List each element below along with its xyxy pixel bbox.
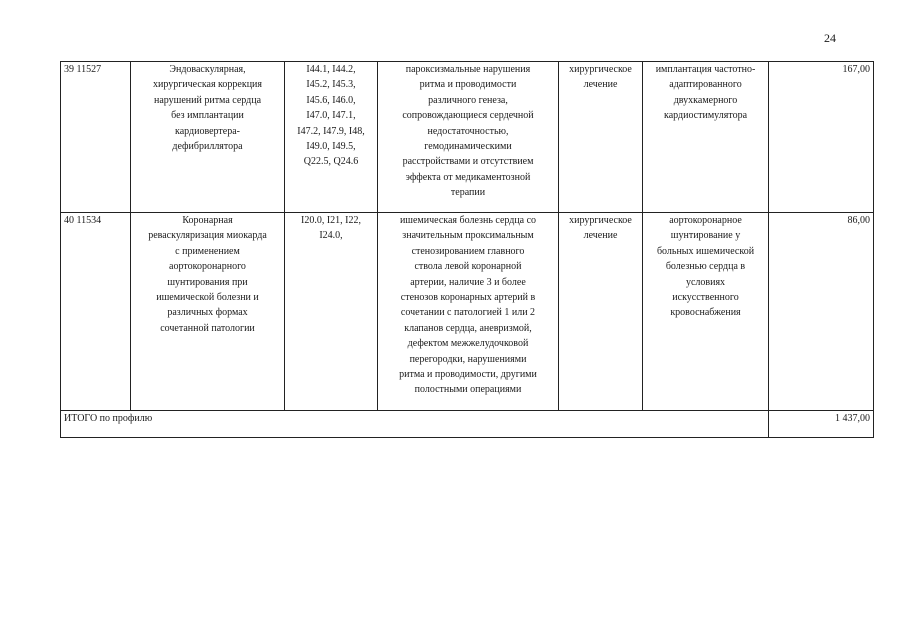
icd-codes: I44.1, I44.2, I45.2, I45.3, I45.6, I46.0, I47.0, I47.1, I47.2, I47.9, I48, I49.0, I49.5, Q22.5, Q24.6	[285, 62, 378, 213]
total-row	[61, 411, 874, 438]
patient-condition: ишемическая болезнь сердца со значительным проксимальным стенозированием главного ствола левой коронарной артерии, наличие 3 и более стенозов коронарных артерий в сочетании с патологией 1 или 2 клапанов сердца, аневризмой, дефектом межжелудочковой перегородки, нарушениями ритма и проводимости, другими полостными операциями	[378, 213, 559, 411]
treatment-method: имплантация частотно- адаптированного двухкамерного кардиостимулятора	[643, 62, 769, 213]
method-name: Эндоваскулярная, хирургическая коррекция нарушений ритма сердца без имплантации кардиовертера- дефибриллятора	[131, 62, 285, 213]
row-id: 39 11527	[61, 62, 131, 213]
page-number: 24	[824, 31, 836, 45]
row-value: 86,00	[769, 213, 874, 411]
services-table	[60, 61, 874, 438]
row-value: 167,00	[769, 62, 874, 213]
row-id: 40 11534	[61, 213, 131, 411]
method-name: Коронарная реваскуляризация миокарда с применением аортокоронарного шунтирования при ишемической болезни и различных формах сочетанной патологии	[131, 213, 285, 411]
total-value: 1 437,00	[769, 411, 874, 438]
icd-codes: I20.0, I21, I22, I24.0,	[285, 213, 378, 411]
table-row	[61, 213, 874, 411]
treatment-type: хирургическое лечение	[559, 213, 643, 411]
treatment-type: хирургическое лечение	[559, 62, 643, 213]
treatment-method: аортокоронарное шунтирование у больных ишемической болезнью сердца в условиях искусственного кровоснабжения	[643, 213, 769, 411]
patient-condition: пароксизмальные нарушения ритма и проводимости различного генеза, сопровождающиеся сердечной недостаточностью, гемодинамическими расстройствами и отсутствием эффекта от медикаментозной терапии	[378, 62, 559, 213]
total-label: ИТОГО по профилю	[61, 411, 769, 438]
table-row	[61, 62, 874, 213]
